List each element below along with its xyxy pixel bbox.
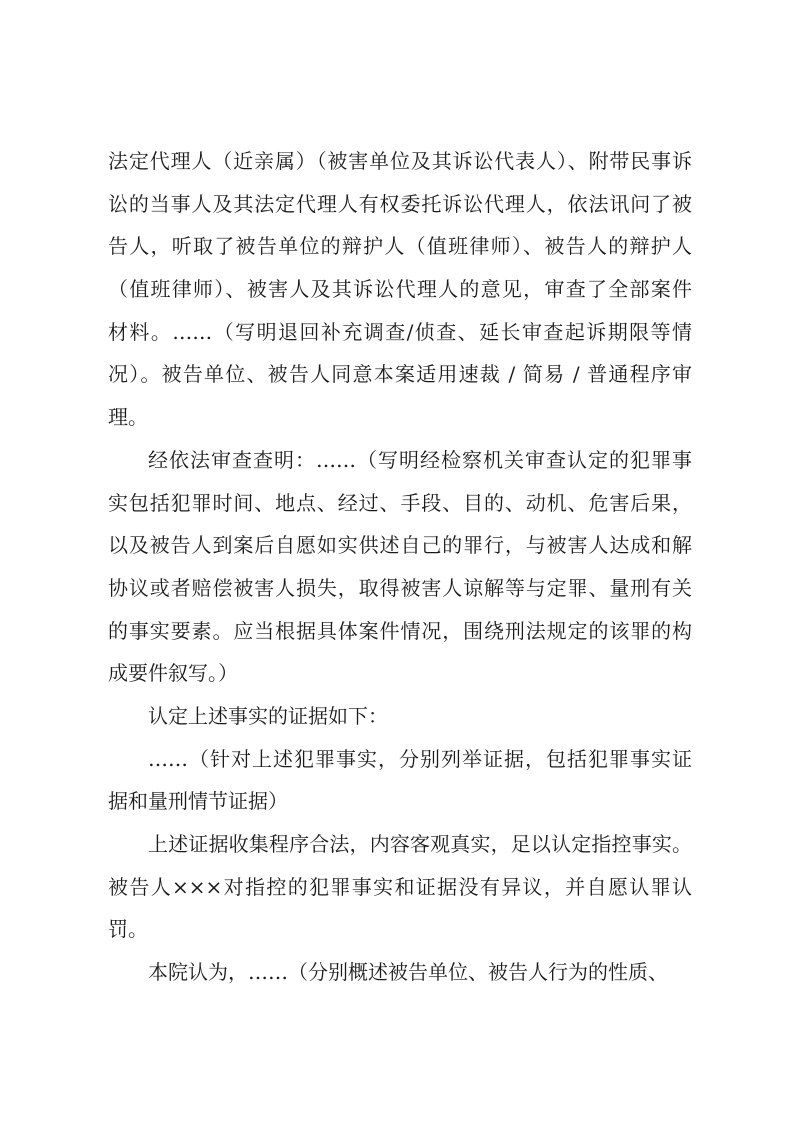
paragraph-evidence-heading — [108, 695, 692, 738]
text-line: 据和量刑情节证据） — [108, 789, 288, 814]
text-line: 况）。被告单位、被告人同意本案适用速裁 / 简易 / 普通程序审 — [108, 362, 692, 387]
paragraph-evidence-conclusion — [108, 823, 692, 951]
text-line: 上述证据收集程序合法，内容客观真实，足以认定指控事实。 — [148, 832, 692, 856]
paragraph-evidence-list — [108, 738, 692, 823]
text-line: 成要件叙写。） — [108, 661, 238, 686]
text-line: 告人，听取了被告单位的辩护人（值班律师）、被告人的辩护人 — [108, 234, 692, 259]
text-line: 理。 — [108, 405, 148, 430]
text-line: 协议或者赔偿被害人损失，取得被害人谅解等与定罪、量刑有关 — [108, 575, 692, 600]
text-line: （值班律师）、被害人及其诉讼代理人的意见，审查了全部案件 — [108, 277, 692, 302]
document-body — [108, 140, 692, 994]
text-line: 材料。……（写明退回补充调查/侦查、延长审查起诉期限等情 — [108, 319, 692, 344]
text-line: 以及被告人到案后自愿如实供述自己的罪行，与被害人达成和解 — [108, 533, 692, 558]
paragraph-court-opinion — [108, 951, 692, 994]
paragraph-facts — [108, 439, 692, 695]
text-line: 经依法审查查明：……（写明经检察机关审查认定的犯罪事 — [148, 447, 692, 472]
text-line: 被告人×××对指控的犯罪事实和证据没有异议，并自愿认罪认 — [108, 874, 692, 899]
paragraph-procedure — [108, 140, 692, 439]
text-line: 认定上述事实的证据如下： — [148, 703, 388, 728]
text-line: 实包括犯罪时间、地点、经过、手段、目的、动机、危害后果， — [108, 490, 692, 515]
text-line: 讼的当事人及其法定代理人有权委托诉讼代理人，依法讯问了被 — [108, 191, 692, 216]
text-line: 本院认为，……（分别概述被告单位、被告人行为的性质、 — [148, 960, 668, 985]
text-line: ……（针对上述犯罪事实，分别列举证据，包括犯罪事实证 — [148, 746, 692, 771]
text-line: 法定代理人（近亲属）（被害单位及其诉讼代表人）、附带民事诉 — [108, 149, 692, 173]
text-line: 的事实要素。应当根据具体案件情况，围绕刑法规定的该罪的构 — [108, 618, 692, 643]
text-line: 罚。 — [108, 917, 148, 942]
